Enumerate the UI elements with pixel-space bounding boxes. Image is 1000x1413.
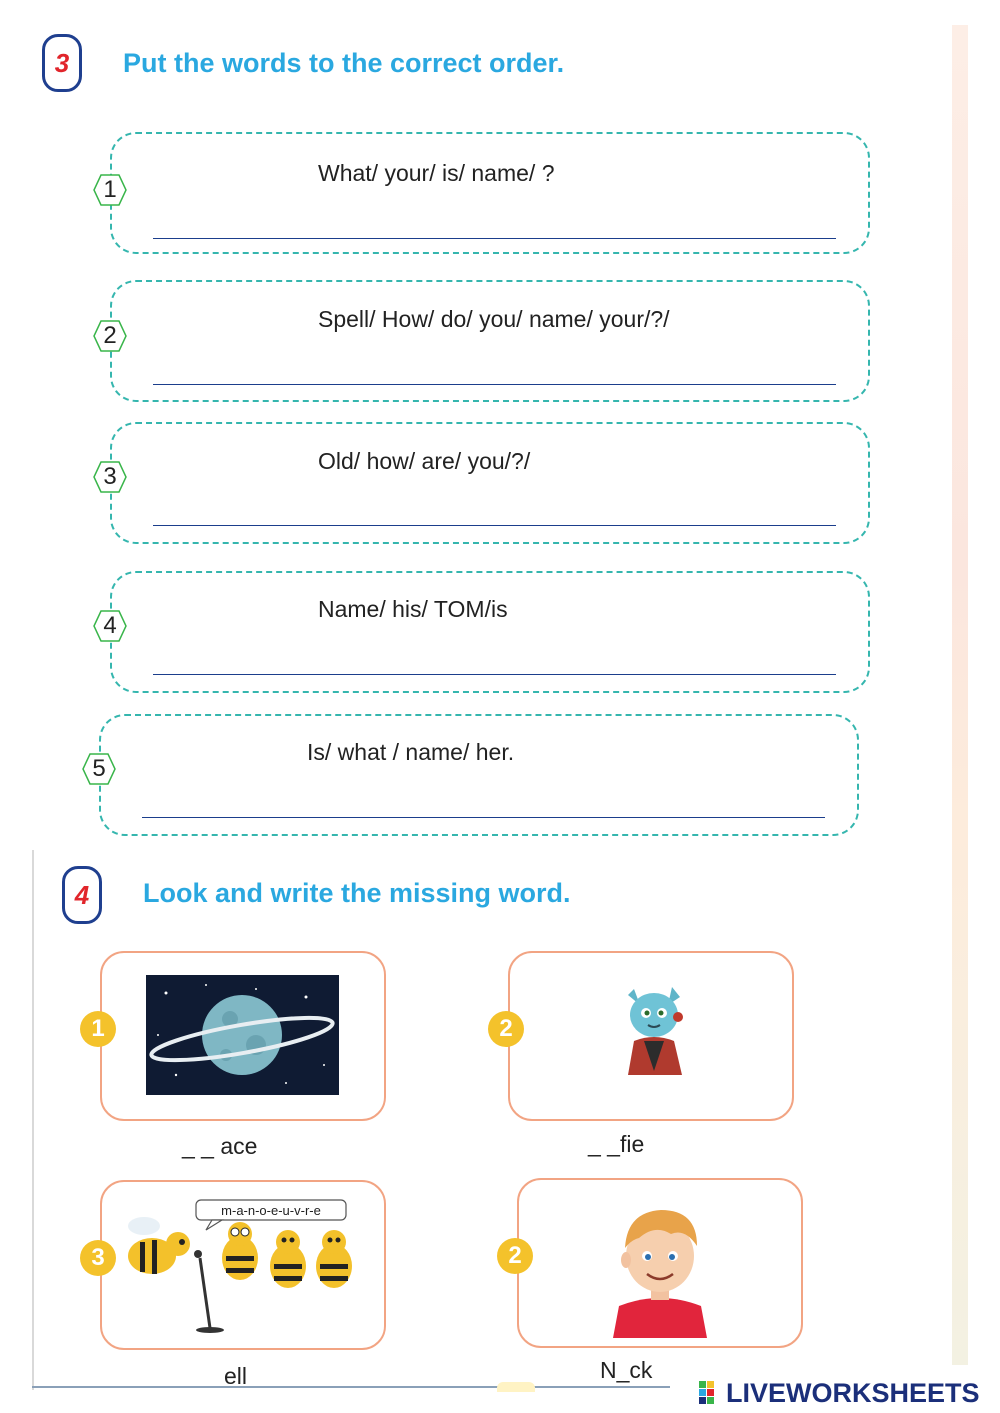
picture-3-number: 3 bbox=[80, 1240, 116, 1276]
question-2-number-badge: 2 bbox=[96, 322, 124, 350]
picture-3-box bbox=[100, 1180, 386, 1350]
picture-3-label: ell bbox=[224, 1363, 248, 1389]
question-3-text: Old/ how/ are/ you/?/ bbox=[318, 448, 531, 474]
section-3-number: 3 bbox=[54, 47, 70, 78]
logo-grid-icon bbox=[698, 1380, 724, 1406]
picture-4-number: 2 bbox=[497, 1238, 533, 1274]
question-5-answer-line[interactable] bbox=[142, 817, 825, 818]
section-4-badge bbox=[62, 866, 102, 924]
bees-speech-text: m-a-n-o-e-u-v-r-e bbox=[221, 1203, 321, 1218]
alien-icon bbox=[614, 975, 694, 1075]
picture-1-box bbox=[100, 951, 386, 1121]
picture-2-number: 2 bbox=[488, 1011, 524, 1047]
decorative-edge bbox=[952, 25, 968, 1365]
section-4-number: 4 bbox=[74, 879, 90, 910]
question-2-answer-line[interactable] bbox=[153, 384, 836, 385]
picture-4-box bbox=[517, 1178, 803, 1348]
picture-2-box bbox=[508, 951, 794, 1121]
picture-1-number: 1 bbox=[80, 1011, 116, 1047]
boy-icon bbox=[605, 1198, 715, 1338]
question-3-answer-line[interactable] bbox=[153, 525, 836, 526]
bottom-divider bbox=[32, 1386, 670, 1388]
question-1-text: What/ your/ is/ name/ ? bbox=[318, 160, 555, 186]
question-4-number-badge: 4 bbox=[96, 612, 124, 640]
question-5-number-badge: 5 bbox=[85, 755, 113, 783]
question-1-number-badge: 1 bbox=[96, 176, 124, 204]
question-4-answer-line[interactable] bbox=[153, 674, 836, 675]
section-3-badge bbox=[42, 34, 82, 92]
question-3-number-badge: 3 bbox=[96, 463, 124, 491]
question-2-text: Spell/ How/ do/ you/ name/ your/?/ bbox=[318, 306, 670, 332]
question-4-text: Name/ his/ TOM/is bbox=[318, 596, 508, 622]
question-1-answer-line[interactable] bbox=[153, 238, 836, 239]
section-4-title: Look and write the missing word. bbox=[143, 878, 571, 908]
question-1-box bbox=[110, 132, 870, 254]
decorative-blob bbox=[497, 1382, 535, 1392]
picture-4-label: N_ck bbox=[600, 1357, 653, 1383]
section-3-title: Put the words to the correct order. bbox=[123, 48, 565, 78]
question-5-text: Is/ what / name/ her. bbox=[307, 739, 515, 765]
logo-text: LIVEWORKSHEETS bbox=[726, 1377, 980, 1408]
planet-icon bbox=[146, 975, 339, 1095]
picture-1-label: _ _ ace bbox=[182, 1133, 258, 1159]
picture-2-label: _ _fie bbox=[588, 1131, 645, 1157]
liveworksheets-logo bbox=[698, 1378, 980, 1408]
bees-icon bbox=[122, 1198, 372, 1338]
left-divider bbox=[32, 850, 34, 1390]
